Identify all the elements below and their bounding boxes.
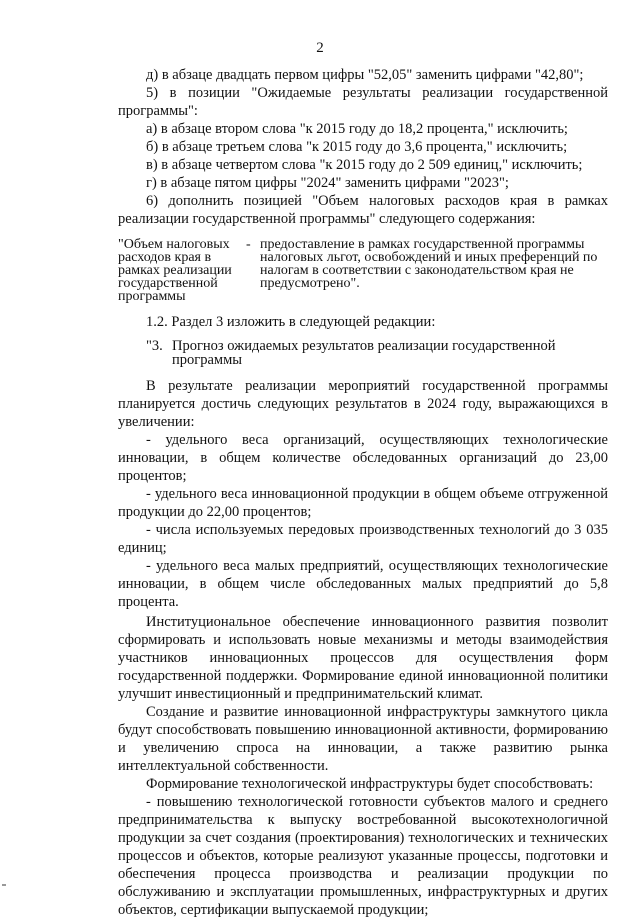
paragraph: в) в абзаце четвертом слова "к 2015 году до 2 509 единиц," исключить; bbox=[146, 157, 583, 173]
paragraph: Институциональное обеспечение инновационного развития позволит сформировать и использовать новые механизмы и методы взаимодействия участников инновационных процессов для осуществления форм государственной поддержки. Формирование единой инновационной политики улучшит инвестиционный и предпринимательский климат. bbox=[118, 614, 608, 702]
paragraph: - числа используемых передовых производственных технологий до 3 035 единиц; bbox=[118, 522, 608, 556]
paragraph: б) в абзаце третьем слова "к 2015 году до 3,6 процента," исключить; bbox=[146, 139, 568, 155]
paragraph: Формирование технологической инфраструктуры будет способствовать: bbox=[146, 776, 594, 792]
scan-mark bbox=[2, 884, 6, 886]
page-number: 2 bbox=[316, 40, 324, 56]
table-left-cell: "Объем налоговых расходов края в рамках реализации государственной программы bbox=[118, 237, 232, 304]
paragraph: - удельного веса инновационной продукции в общем объеме отгруженной продукции до 22,00 процентов; bbox=[118, 486, 608, 520]
table-dash: - bbox=[246, 237, 251, 252]
section-number: "3. bbox=[146, 338, 163, 354]
paragraph: д) в абзаце двадцать первом цифры "52,05" заменить цифрами "42,80"; bbox=[146, 67, 584, 83]
tax-expenditure-table bbox=[118, 238, 608, 303]
section-title: Прогноз ожидаемых результатов реализации государственной программы bbox=[172, 338, 556, 368]
document-body bbox=[118, 66, 608, 919]
paragraph: - повышению технологической готовности субъектов малого и среднего предпринимательства к выпуску востребованной высокотехнологичной продукции за счет создания (проектирования) технологических и технических процессов и объектов, которые реализуют указанные процессы, подготовки и обеспечения процесса производства и реализации продукции по обслуживанию и эксплуатации промышленных, инфраструктурных и других объектов, сертификации выпускаемой продукции; bbox=[118, 794, 608, 918]
table-right-cell: предоставление в рамках государственной программы налоговых льгот, освобождений и иных преференций по налогам в соответствии с законодательством края не предусмотрено". bbox=[260, 237, 598, 291]
paragraph: - удельного веса организаций, осуществляющих технологические инновации, в общем количестве обследованных организаций до 23,00 процентов; bbox=[118, 432, 608, 484]
section-heading bbox=[118, 339, 608, 367]
paragraph: г) в абзаце пятом цифры "2024" заменить цифрами "2023"; bbox=[146, 175, 509, 191]
paragraph: В результате реализации мероприятий государственной программы планируется достичь следующих результатов в 2024 году, выражающихся в увеличении: bbox=[118, 378, 608, 430]
paragraph: Создание и развитие инновационной инфраструктуры замкнутого цикла будут способствовать повышению инновационной активности, формированию и увеличению спроса на инновации, а также развитию рынка интеллектуальной собственности. bbox=[118, 704, 608, 774]
paragraph: 6) дополнить позицией "Объем налоговых расходов края в рамках bbox=[146, 193, 608, 209]
paragraph: 1.2. Раздел 3 изложить в следующей редакции: bbox=[146, 314, 436, 330]
paragraph: - удельного веса малых предприятий, осуществляющих технологические инновации, в общем числе обследованных малых предприятий до 5,8 процента. bbox=[118, 558, 608, 610]
paragraph: 5) в позиции "Ожидаемые результаты реализации государственной bbox=[146, 85, 608, 101]
paragraph: реализации государственной программы" следующего содержания: bbox=[118, 211, 536, 227]
paragraph: программы": bbox=[118, 103, 198, 119]
paragraph: а) в абзаце втором слова "к 2015 году до 18,2 процента," исключить; bbox=[146, 121, 568, 137]
